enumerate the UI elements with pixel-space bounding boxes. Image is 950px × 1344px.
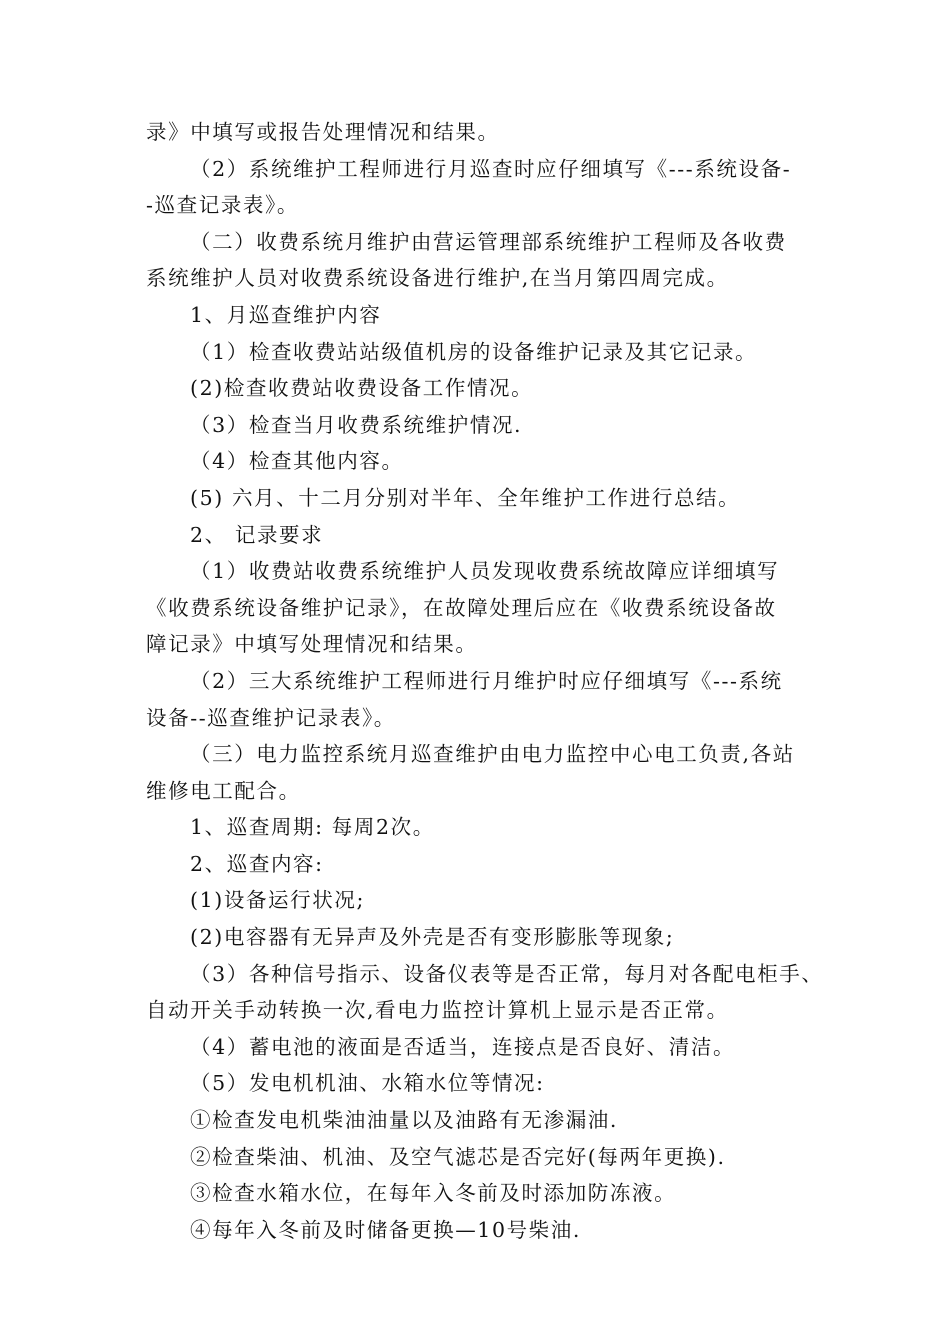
text-line: （二）收费系统月维护由营运管理部系统维护工程师及各收费 <box>190 229 787 254</box>
document-body <box>146 114 824 1248</box>
text-line: （5）发电机机油、水箱水位等情况: <box>190 1071 545 1096</box>
text-line: 设备--巡查维护记录表》。 <box>146 705 396 730</box>
text-line: （4）检查其他内容。 <box>190 449 404 474</box>
text-line: 1、巡查周期: 每周2次。 <box>190 815 435 840</box>
text-line: ③检查水箱水位，在每年入冬前及时添加防冻液。 <box>190 1181 677 1206</box>
text-line: （3）检查当月收费系统维护情况. <box>190 412 523 437</box>
text-line: （2）三大系统维护工程师进行月维护时应仔细填写《---系统 <box>190 668 783 693</box>
text-line: （3）各种信号指示、设备仪表等是否正常，每月对各配电柜手、 <box>190 961 824 986</box>
text-line: ①检查发电机柴油油量以及油路有无渗漏油. <box>190 1108 619 1133</box>
text-line: (1)设备运行状况; <box>190 888 365 913</box>
text-line: （三）电力监控系统月巡查维护由电力监控中心电工负责,各站 <box>190 742 795 767</box>
text-line: 系统维护人员对收费系统设备进行维护,在当月第四周完成。 <box>146 266 729 291</box>
text-line: 1、月巡查维护内容 <box>190 302 382 327</box>
text-line: 障记录》中填写处理情况和结果。 <box>146 632 478 657</box>
text-line: （1）检查收费站站级值机房的设备维护记录及其它记录。 <box>190 339 758 364</box>
text-line: （1）收费站收费系统维护人员发现收费系统故障应详细填写 <box>190 559 780 584</box>
text-line: ②检查柴油、机油、及空气滤芯是否完好(每两年更换). <box>190 1144 726 1169</box>
text-line: 自动开关手动转换一次,看电力监控计算机上显示是否正常。 <box>146 998 729 1023</box>
text-line: (2)电容器有无异声及外壳是否有变形膨胀等现象; <box>190 925 675 950</box>
text-line: （2）系统维护工程师进行月巡查时应仔细填写《---系统设备- <box>190 156 792 181</box>
text-line: （4）蓄电池的液面是否适当，连接点是否良好、清洁。 <box>190 1034 736 1059</box>
text-line: 2、 记录要求 <box>190 522 324 547</box>
text-line: 维修电工配合。 <box>146 778 301 803</box>
text-line: ④每年入冬前及时储备更换—10号柴油. <box>190 1217 582 1242</box>
text-line: -巡查记录表》。 <box>146 193 299 218</box>
text-line: 2、巡查内容: <box>190 851 324 876</box>
text-line: 《收费系统设备维护记录》，在故障处理后应在《收费系统设备故 <box>146 595 777 620</box>
text-line: (2)检查收费站收费设备工作情况。 <box>190 376 534 401</box>
text-line: 录》中填写或报告处理情况和结果。 <box>146 120 500 144</box>
text-line: (5) 六月、十二月分别对半年、全年维护工作进行总结。 <box>190 485 741 510</box>
